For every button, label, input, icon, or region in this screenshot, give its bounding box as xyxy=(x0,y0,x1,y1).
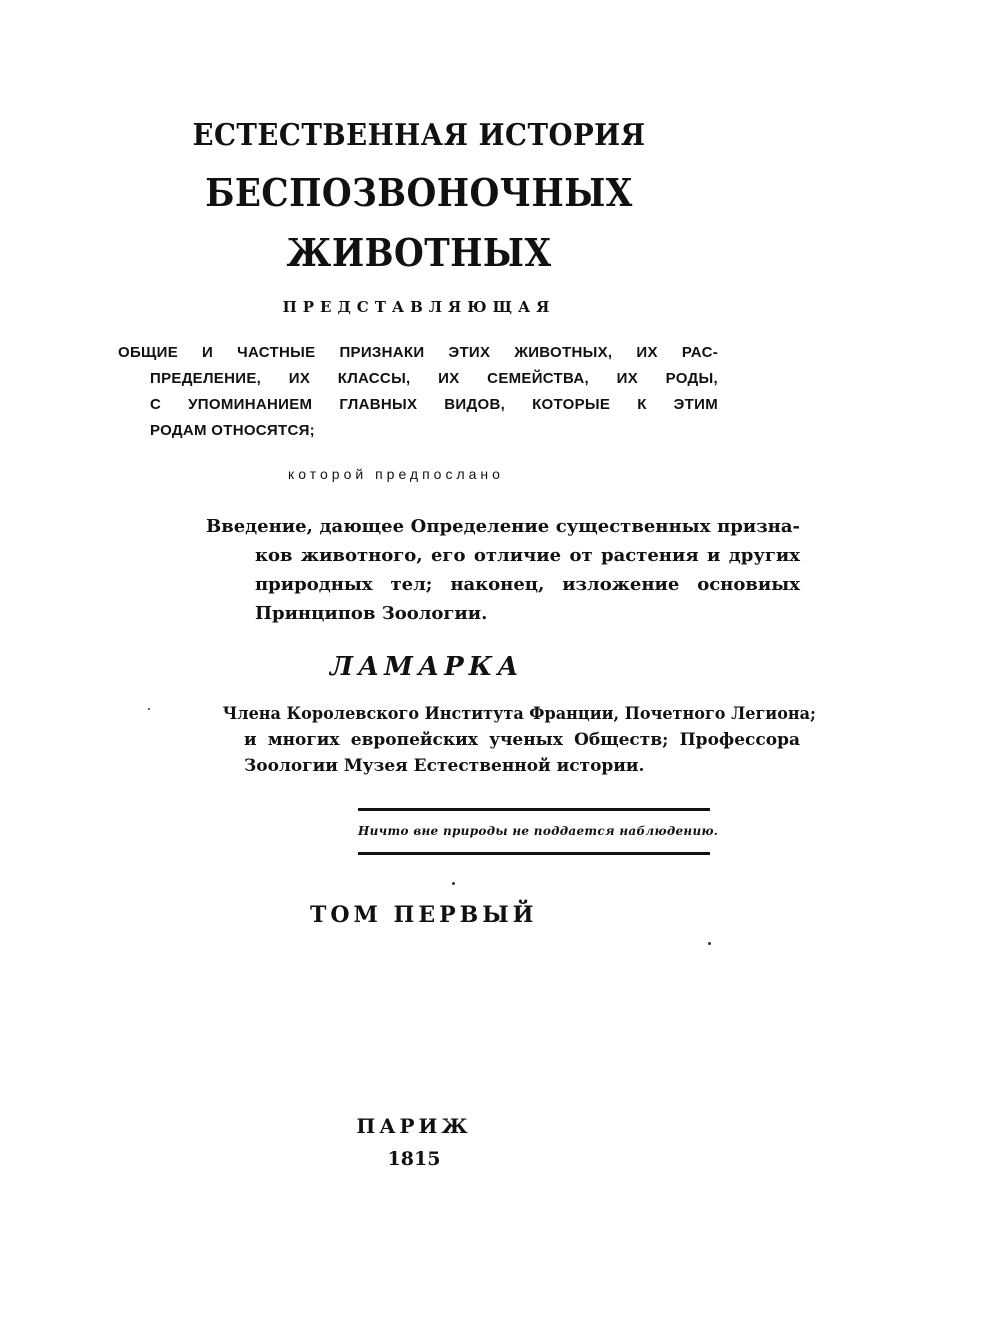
epigraph-rule-bottom xyxy=(358,852,710,855)
description-line: С УПОМИНАНИЕМ ГЛАВНЫХ ВИДОВ, КОТОРЫЕ К ЭТИМ xyxy=(150,396,718,413)
imprint-year: 1815 xyxy=(387,1148,441,1170)
description-line: ПРЕДЕЛЕНИЕ, ИХ КЛАССЫ, ИХ СЕМЕЙСТВА, ИХ РОДЫ, xyxy=(150,370,718,387)
volume-label: ТОМ ПЕРВЫЙ xyxy=(310,902,538,928)
author-title-line: Зоологии Музея Естественной истории. xyxy=(244,756,645,776)
description-line: ОБЩИЕ И ЧАСТНЫЕ ПРИЗНАКИ ЭТИХ ЖИВОТНЫХ, ИХ РАС- xyxy=(118,344,718,361)
title-line-1: ЕСТЕСТВЕННАЯ ИСТОРИЯ xyxy=(192,118,646,153)
epigraph: Ничто вне природы не поддается наблюдению. xyxy=(358,824,719,838)
title-line-3: ЖИВОТНЫХ xyxy=(286,230,552,275)
title-line-2: БЕСПОЗВОНОЧНЫХ xyxy=(205,170,633,215)
print-speck xyxy=(452,882,455,885)
introduction-line: Принципов Зоологии. xyxy=(255,603,488,624)
preface-note: которой предпослано xyxy=(288,466,504,482)
subtitle: ПРЕДСТАВЛЯЮЩАЯ xyxy=(282,298,556,316)
introduction-line: Введение, дающее Определение существенных призна- xyxy=(206,516,800,537)
author-title-line: и многих европейских ученых Обществ; Профессора xyxy=(244,730,800,750)
print-speck xyxy=(708,942,711,945)
imprint-city: ПАРИЖ xyxy=(356,1114,472,1138)
print-speck xyxy=(148,708,150,710)
description-line: РОДАМ ОТНОСЯТСЯ; xyxy=(150,422,315,439)
introduction-line: природных тел; наконец, изложение основиых xyxy=(255,574,800,595)
introduction-line: ков животного, его отличие от растения и других xyxy=(255,545,800,566)
author-title-line: Члена Королевского Института Франции, Почетного Легиона; xyxy=(222,704,816,724)
author-name: ЛАМАРКА xyxy=(330,652,524,682)
epigraph-rule-top xyxy=(358,808,710,811)
